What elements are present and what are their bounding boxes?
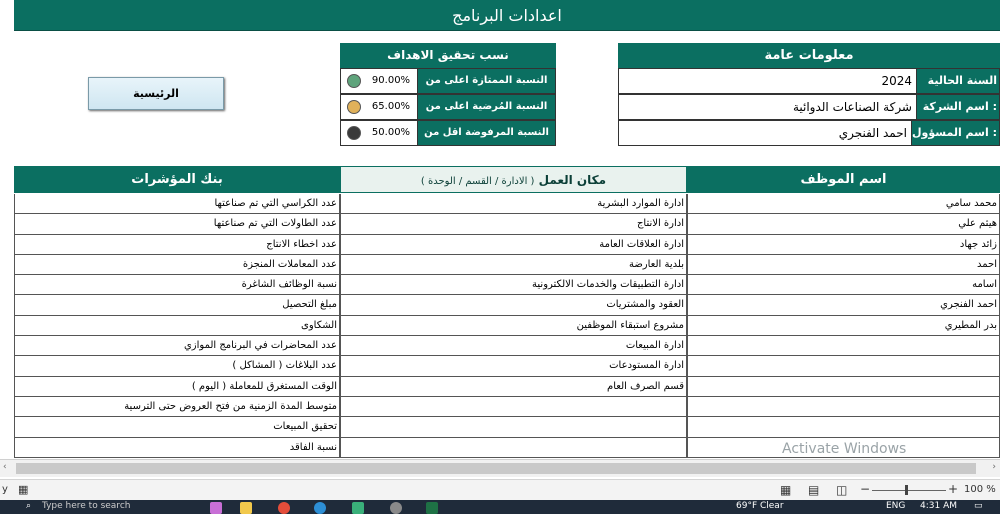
workplace-cell[interactable] [340, 438, 687, 458]
language-indicator[interactable]: ENG [886, 501, 906, 511]
home-button[interactable]: الرئيسية [88, 77, 224, 110]
watermark-line1: Activate Windows [782, 441, 907, 457]
search-icon[interactable]: ⌕ [26, 501, 32, 511]
employee-cell[interactable]: هيثم علي [687, 214, 1000, 234]
employee-cell[interactable] [687, 336, 1000, 356]
widget-icon[interactable] [210, 502, 222, 514]
workplace-cell[interactable]: ادارة الموارد البشرية [340, 194, 687, 214]
app-icon[interactable] [352, 502, 364, 514]
employee-cell[interactable]: احمد الفنجري [687, 295, 1000, 315]
manager-label: اسم المسؤول : [912, 121, 999, 145]
status-dot-green-icon [347, 74, 361, 88]
company-value[interactable]: شركة الصناعات الدوائية [619, 95, 917, 119]
employee-cell[interactable] [687, 417, 1000, 437]
indicator-cell[interactable]: الوقت المستغرق للمعاملة ( اليوم ) [14, 377, 340, 397]
table-row [14, 336, 1000, 356]
indicator-cell[interactable]: عدد اخطاء الانتاج [14, 235, 340, 255]
workplace-cell[interactable]: ادارة المستودعات [340, 356, 687, 376]
workplace-cell[interactable]: العقود والمشتريات [340, 295, 687, 315]
table-row [14, 377, 1000, 397]
accessibility-icon[interactable]: ▦ [18, 483, 29, 496]
workplace-header-title: مكان العمل [538, 173, 607, 187]
indicator-cell[interactable]: مبلغ التحصيل [14, 295, 340, 315]
workplace-cell[interactable]: بلدية العارضة [340, 255, 687, 275]
notification-icon[interactable]: ▭ [974, 501, 983, 511]
workplace-header-note: ( الادارة / القسم / الوحدة ) [420, 176, 535, 187]
weather-text[interactable]: 69°F Clear [736, 501, 784, 511]
zoom-in-icon[interactable]: + [948, 482, 959, 496]
workplace-cell[interactable]: ادارة العلاقات العامة [340, 235, 687, 255]
workplace-cell[interactable]: ادارة المبيعات [340, 336, 687, 356]
normal-view-icon[interactable]: ▦ [780, 483, 792, 497]
scroll-right-icon[interactable]: › [992, 462, 996, 472]
satisfactory-label: النسبة المُرضية اعلى من [417, 95, 555, 119]
indicator-cell[interactable]: الشكاوى [14, 316, 340, 336]
status-bar [0, 479, 1000, 500]
page-layout-icon[interactable]: ▤ [808, 483, 820, 497]
excellent-label: النسبة الممتازة اعلى من [417, 69, 555, 93]
file-explorer-icon[interactable] [240, 502, 252, 514]
workplace-cell[interactable] [340, 417, 687, 437]
table-row [14, 397, 1000, 417]
indicator-cell[interactable]: نسبة الوظائف الشاغرة [14, 275, 340, 295]
workplace-cell[interactable]: قسم الصرف العام [340, 377, 687, 397]
employee-cell[interactable] [687, 356, 1000, 376]
scroll-left-icon[interactable]: ‹ [3, 462, 7, 472]
zoom-slider[interactable] [872, 490, 946, 491]
table-row [14, 356, 1000, 376]
app-icon-2[interactable] [390, 502, 402, 514]
zoom-level[interactable]: 100 % [964, 484, 996, 495]
rejected-value[interactable]: 50.00% [371, 127, 411, 138]
workplace-cell[interactable]: ادارة التطبيقات والخدمات الالكترونية [340, 275, 687, 295]
workplace-cell[interactable]: ادارة الانتاج [340, 214, 687, 234]
table-row [14, 235, 1000, 255]
page-title: اعدادات البرنامج [14, 0, 1000, 31]
general-info-heading: معلومات عامة [618, 43, 1000, 68]
indicator-cell[interactable]: عدد المعاملات المنجزة [14, 255, 340, 275]
indicator-cell[interactable]: عدد الكراسي التي تم صناعتها [14, 194, 340, 214]
general-row-year [618, 68, 1000, 94]
clock[interactable]: 4:31 AM [920, 501, 957, 511]
target-row-excellent [340, 68, 556, 94]
indicator-cell[interactable]: تحقيق المبيعات [14, 417, 340, 437]
target-row-satisfactory [340, 94, 556, 120]
excellent-value[interactable]: 90.00% [371, 75, 411, 86]
status-dot-black-icon [347, 126, 361, 140]
settings-table [14, 194, 1000, 458]
indicator-cell[interactable]: عدد الطاولات التي تم صناعتها [14, 214, 340, 234]
employee-header: اسم الموظف [687, 166, 1000, 193]
indicator-cell[interactable]: عدد المحاضرات في البرنامج الموازي [14, 336, 340, 356]
workplace-header [340, 166, 687, 193]
table-row [14, 295, 1000, 315]
zoom-slider-thumb[interactable] [905, 485, 908, 495]
table-row [14, 255, 1000, 275]
horizontal-scrollbar[interactable] [0, 459, 1000, 477]
indicator-cell[interactable]: متوسط المدة الزمنية من فتح العروض حتى الترسية [14, 397, 340, 417]
table-row [14, 214, 1000, 234]
indicator-cell[interactable]: نسبة الفاقد [14, 438, 340, 458]
employee-cell[interactable]: احمد [687, 255, 1000, 275]
employee-cell[interactable]: اسامه [687, 275, 1000, 295]
targets-heading: نسب تحقيق الاهداف [340, 43, 556, 68]
employee-cell[interactable]: زائد جهاد [687, 235, 1000, 255]
table-row [14, 194, 1000, 214]
target-row-rejected [340, 120, 556, 146]
edge-icon[interactable] [314, 502, 326, 514]
windows-taskbar [0, 500, 1000, 514]
table-row [14, 275, 1000, 295]
status-left-text: y [2, 484, 8, 495]
chrome-icon[interactable] [278, 502, 290, 514]
company-label: اسم الشركة : [917, 95, 999, 119]
rejected-label: النسبة المرفوضة اقل من [417, 121, 555, 145]
satisfactory-value[interactable]: 65.00% [371, 101, 411, 112]
page-break-icon[interactable]: ◫ [836, 483, 848, 497]
taskbar-search[interactable]: Type here to search [42, 501, 131, 511]
year-label: السنة الحالية [917, 69, 999, 93]
workplace-cell[interactable] [340, 397, 687, 417]
table-row [14, 316, 1000, 336]
status-dot-orange-icon [347, 100, 361, 114]
employee-cell[interactable] [687, 377, 1000, 397]
excel-icon[interactable] [426, 502, 438, 514]
indicators-header: بنك المؤشرات [14, 166, 340, 193]
general-row-company [618, 94, 1000, 120]
year-value[interactable]: 2024 [619, 69, 917, 93]
manager-value[interactable]: احمد الفنجري [619, 121, 912, 145]
indicator-cell[interactable]: عدد البلاغات ( المشاكل ) [14, 356, 340, 376]
table-row [14, 417, 1000, 437]
workplace-cell[interactable]: مشروع استبقاء الموظفين [340, 316, 687, 336]
zoom-out-icon[interactable]: − [860, 482, 871, 496]
general-row-manager [618, 120, 1000, 146]
employee-cell[interactable] [687, 397, 1000, 417]
employee-cell[interactable]: بدر المطيري [687, 316, 1000, 336]
employee-cell[interactable]: محمد سامي [687, 194, 1000, 214]
scrollbar-thumb[interactable] [16, 463, 976, 474]
